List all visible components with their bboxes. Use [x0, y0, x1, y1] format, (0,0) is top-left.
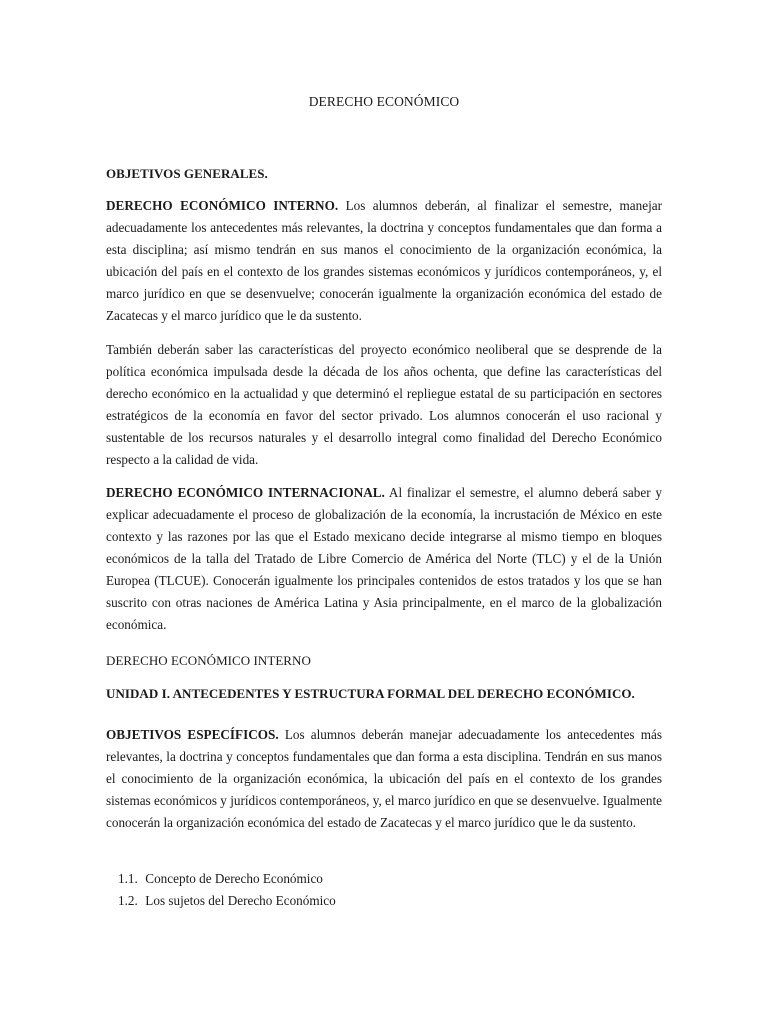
- interno-section-heading: DERECHO ECONÓMICO INTERNO: [106, 653, 311, 668]
- internacional-text: Al finalizar el semestre, el alumno deberá saber y explicar adecuadamente el proceso de globalización de la economía, la incrustación de México en este contexto y las razones por las que el Estado mexicano decide integrarse al mismo tiempo en bloques económicos de la talla del Tratado de Libre Comercio de América del Norte (TLC) y el de la Unión Europea (TLCUE). Conocerán igualmente los principales contenidos de estos tratados y los que se han suscrito con otras naciones de América Latina y Asia principalmente, en el marco de la globalización económica.: [106, 485, 662, 632]
- interno-paragraph: [106, 195, 662, 327]
- especificos-text: Los alumnos deberán manejar adecuadamente los antecedentes más relevantes, la doctrina y conceptos fundamentales que dan forma a esta disciplina. Tendrán en sus manos el conocimiento de la organización económica, la ubicación del país en el contexto de los grandes sistemas económicos y jurídicos contemporáneos, y, el marco jurídico en que se desenvuelve. Igualmente conocerán la organización económica del estado de Zacatecas y el marco jurídico que le da sustento.: [106, 727, 662, 830]
- unidad-heading: UNIDAD I. ANTECEDENTES Y ESTRUCTURA FORMAL DEL DERECHO ECONÓMICO.: [106, 686, 635, 701]
- list-item: [118, 868, 336, 890]
- internacional-lead: DERECHO ECONÓMICO INTERNACIONAL.: [106, 485, 385, 500]
- list-item-text: Concepto de Derecho Económico: [145, 871, 323, 886]
- interno-text: Los alumnos deberán, al finalizar el semestre, manejar adecuadamente los antecedentes más relevantes, la doctrina y conceptos fundamentales que dan forma a esta disciplina; así mismo tendrán en sus manos el conocimiento de la organización económica, la ubicación del país en el contexto de los grandes sistemas económicos y jurídicos contemporáneos, y, el marco jurídico en que se desenvuelve; conocerán igualmente la organización económica del estado de Zacatecas y el marco jurídico que le da sustento.: [106, 198, 662, 323]
- especificos-paragraph: [106, 724, 662, 834]
- list-item-text: Los sujetos del Derecho Económico: [145, 893, 336, 908]
- especificos-lead: OBJETIVOS ESPECÍFICOS.: [106, 727, 279, 742]
- list-item-number: 1.1.: [118, 871, 138, 886]
- document-title: DERECHO ECONÓMICO: [308, 94, 460, 109]
- list-item-number: 1.2.: [118, 893, 138, 908]
- internacional-paragraph: [106, 482, 662, 636]
- list-item: [118, 890, 336, 912]
- tambien-paragraph: También deberán saber las características del proyecto económico neoliberal que se desprende de la política económica impulsada desde la década de los años ochenta, que define las características del derecho económico en la actualidad y que determinó el repliegue estatal de su participación en sectores estratégicos de la economía en favor del sector privado. Los alumnos conocerán el uso racional y sustentable de los recursos naturales y el desarrollo integral como finalidad del Derecho Económico respecto a la calidad de vida.: [106, 342, 662, 467]
- topic-list: [118, 868, 336, 912]
- interno-lead: DERECHO ECONÓMICO INTERNO.: [106, 198, 339, 213]
- objectives-heading: OBJETIVOS GENERALES.: [106, 166, 268, 181]
